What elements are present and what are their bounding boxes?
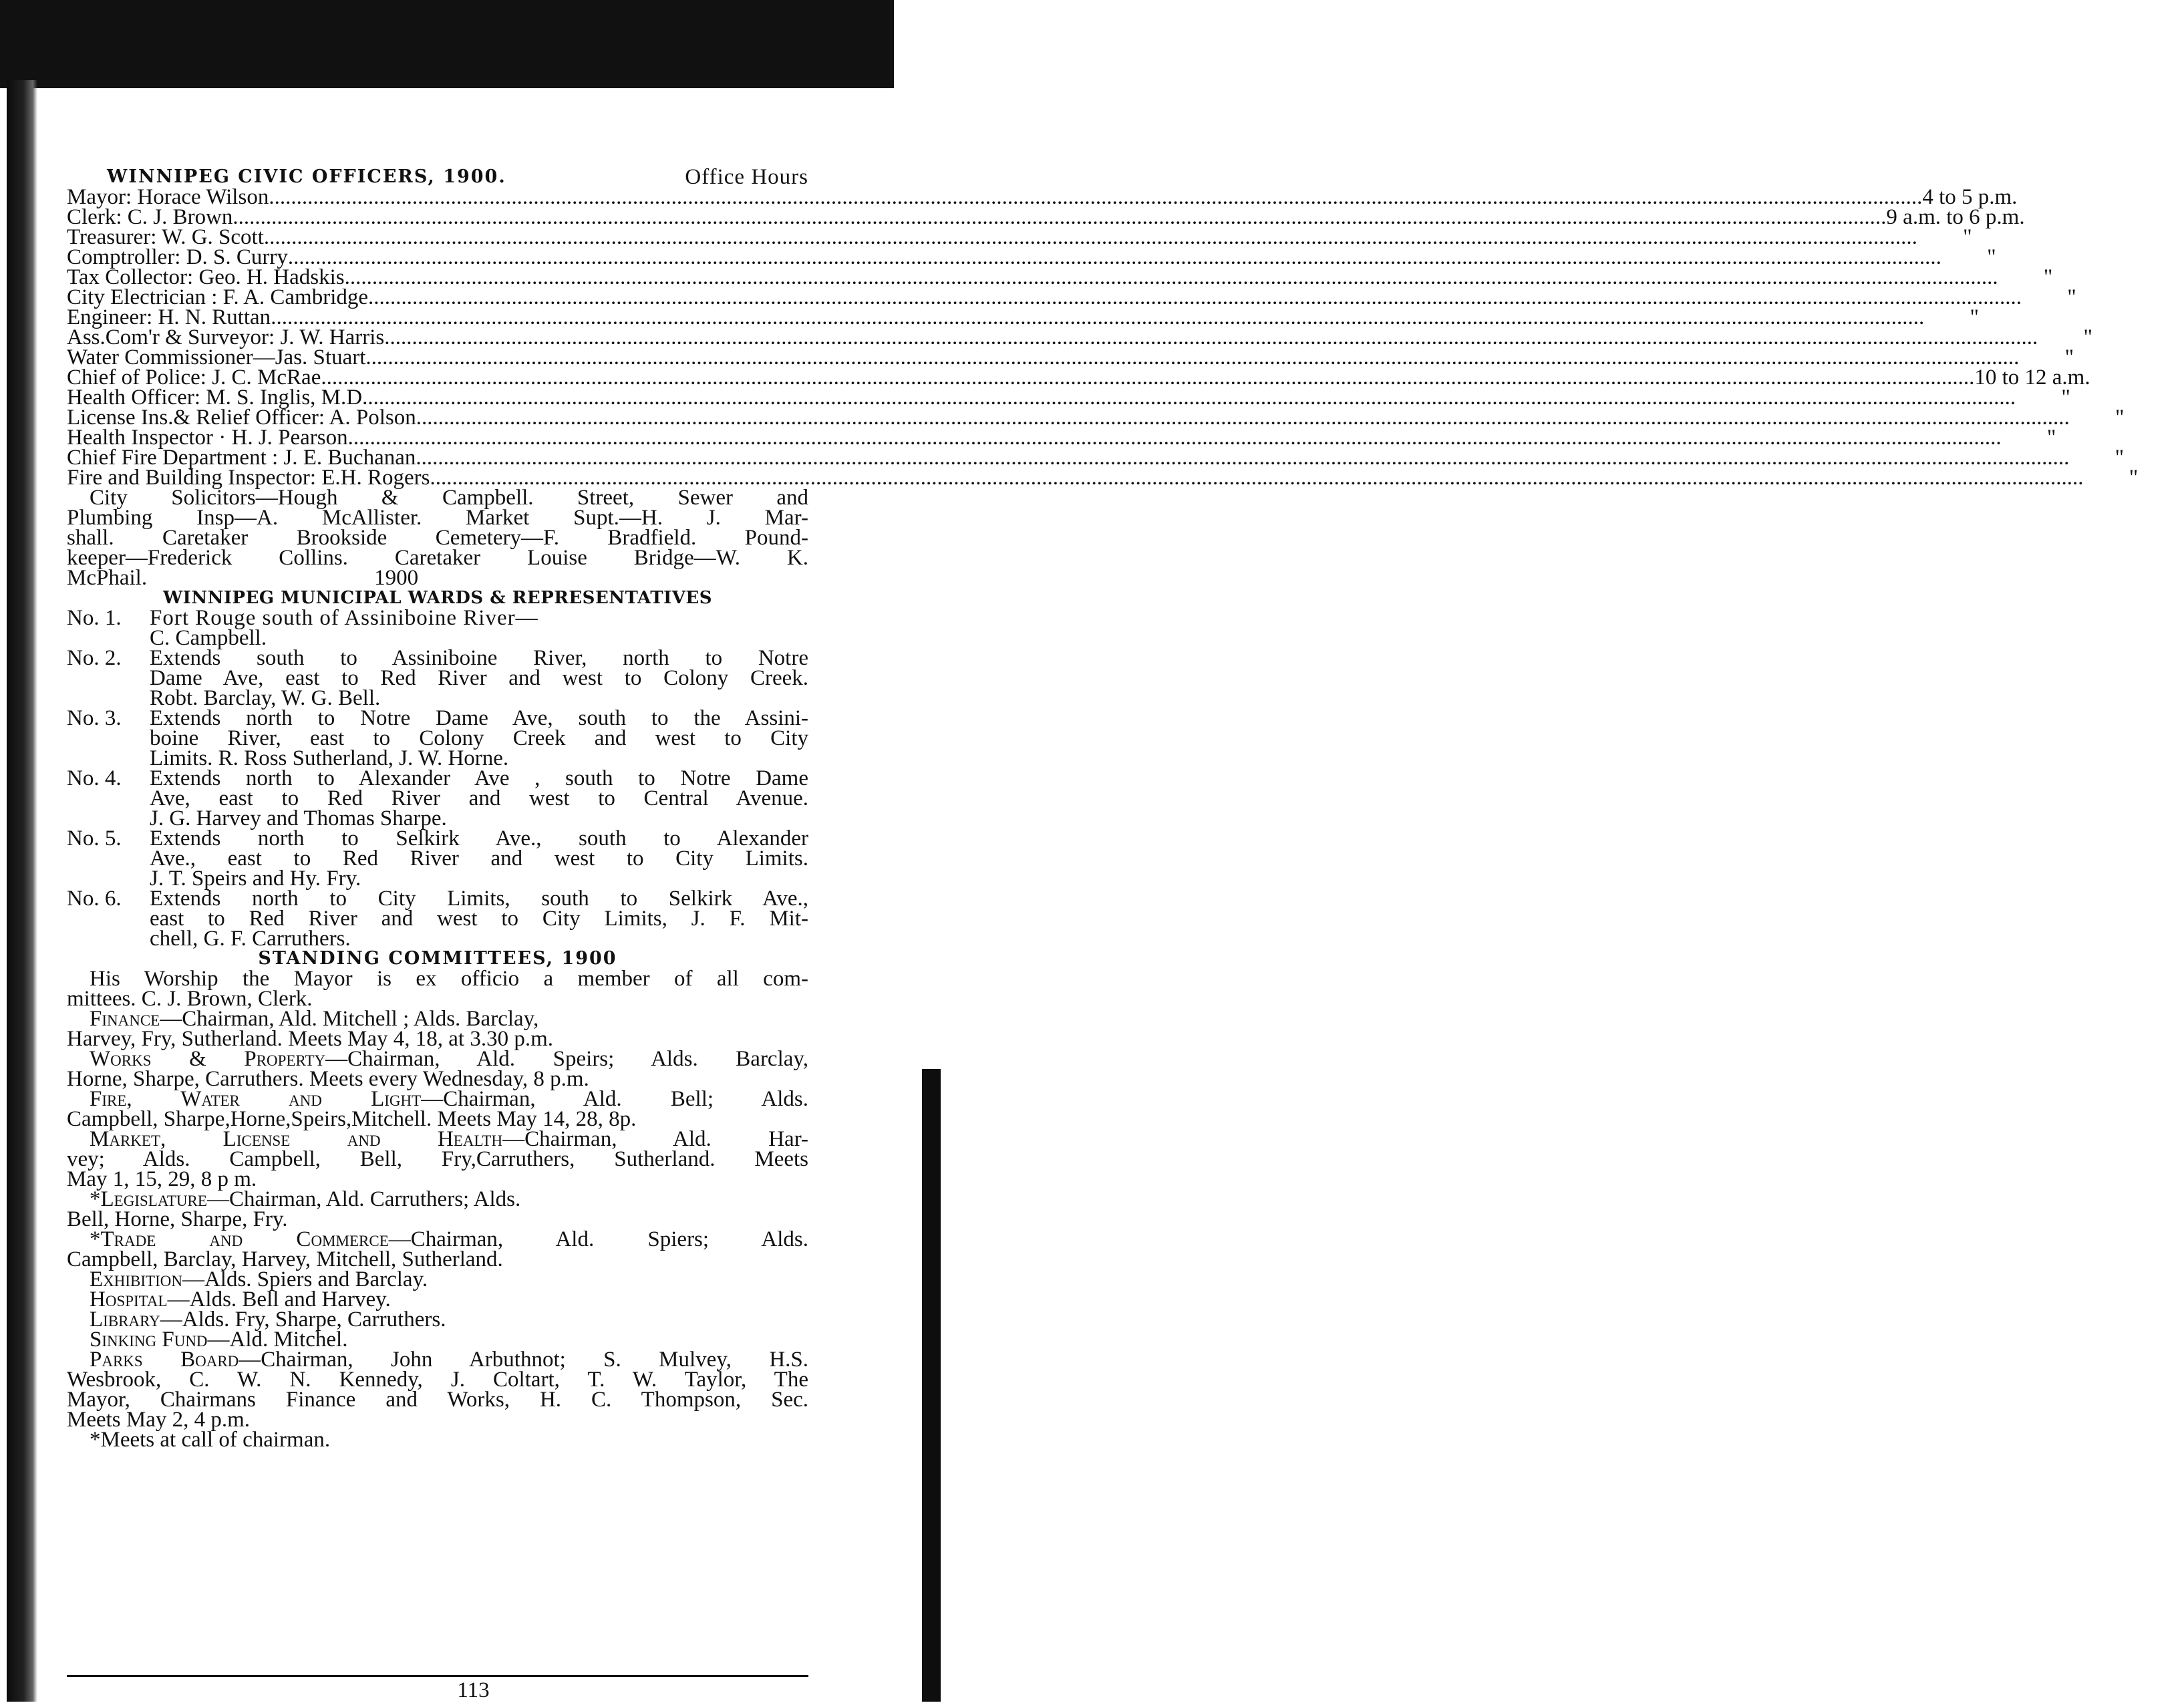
leader-dots: ............................................................................................................................................................................................................................................................................................................ bbox=[416, 446, 2070, 470]
committee-text: —Chairman, Ald. Har- bbox=[502, 1127, 809, 1151]
officers-title: WINNIPEG CIVIC OFFICERS, 1900. bbox=[107, 166, 506, 187]
ward-line: Robt. Barclay, W. G. Bell. bbox=[150, 686, 381, 710]
officer-row bbox=[67, 305, 1979, 329]
committees-list bbox=[67, 969, 808, 1450]
leader-dots: ............................................................................................................................................................................................................................................................................................................ bbox=[271, 305, 1925, 329]
office-hours-header: Office Hours bbox=[685, 165, 808, 189]
committee-line bbox=[67, 1350, 808, 1370]
ward-line: J. T. Speirs and Hy. Fry. bbox=[150, 867, 361, 891]
committee-line bbox=[67, 1189, 808, 1209]
ward-line: Ave, east to Red River and west to Central Avenue. bbox=[150, 786, 808, 810]
committee-text: —Alds. Spiers and Barclay. bbox=[182, 1267, 428, 1291]
asterisk: * bbox=[90, 1187, 101, 1211]
ward-line: J. G. Harvey and Thomas Sharpe. bbox=[150, 806, 447, 830]
committee-line bbox=[67, 1249, 808, 1269]
committee-text: Wesbrook, C. W. N. Kennedy, J. Coltart, T. W. Taylor, The bbox=[67, 1368, 808, 1392]
ward-item bbox=[67, 648, 808, 708]
committee-line bbox=[67, 1089, 808, 1109]
committee-name: Fire, Water and Light bbox=[90, 1087, 422, 1111]
office-hours: " bbox=[2115, 446, 2125, 470]
officer-row bbox=[67, 265, 2053, 289]
officer-row bbox=[67, 466, 2139, 490]
committee-text: Horne, Sharpe, Carruthers. Meets every Wednesday, 8 p.m. bbox=[67, 1067, 589, 1091]
committee-line bbox=[67, 1109, 808, 1129]
solicitors-paragraph bbox=[67, 488, 808, 588]
officer-label: Tax Collector: Geo. H. Hadskis bbox=[67, 265, 345, 289]
committees-title: STANDING COMMITTEES, 1900 bbox=[258, 948, 617, 969]
ward-number: No. 1. bbox=[67, 606, 122, 630]
committee-line bbox=[67, 989, 808, 1009]
committee-line bbox=[67, 1149, 808, 1169]
officer-label: Treasurer: W. G. Scott bbox=[67, 225, 264, 249]
ward-line: Extends north to Alexander Ave , south to Notre Dame bbox=[150, 766, 808, 790]
office-hours: " bbox=[1970, 305, 1979, 329]
year-tag: 1900 bbox=[374, 566, 419, 590]
solicitors-line-text: McPhail. bbox=[67, 566, 148, 590]
committee-text: Campbell, Barclay, Harvey, Mitchell, Sutherland. bbox=[67, 1247, 503, 1271]
committee-text: —Alds. Bell and Harvey. bbox=[167, 1287, 391, 1311]
leader-dots: ............................................................................................................................................................................................................................................................................................................ bbox=[362, 385, 2016, 410]
committee-line bbox=[67, 969, 808, 989]
committee-text: —Ald. Mitchel. bbox=[207, 1328, 348, 1352]
office-hours: " bbox=[2083, 325, 2093, 349]
committee-line bbox=[67, 1430, 808, 1450]
officer-label: Health Inspector · H. J. Pearson bbox=[67, 426, 348, 450]
ward-description bbox=[150, 889, 808, 949]
ward-item bbox=[67, 828, 808, 889]
committee-line bbox=[67, 1390, 808, 1410]
committee-text: His Worship the Mayor is ex officio a member of all com- bbox=[90, 967, 808, 991]
scan-right-edge bbox=[922, 1069, 941, 1702]
ward-line: Fort Rouge south of Assiniboine River— bbox=[150, 606, 538, 630]
ward-number: No. 3. bbox=[67, 706, 122, 730]
office-hours: 4 to 5 p.m. bbox=[1922, 185, 2018, 209]
committee-text: —Chairman, Ald. Mitchell ; Alds. Barclay, bbox=[160, 1007, 539, 1031]
ward-number: No. 2. bbox=[67, 646, 122, 670]
committee-line bbox=[67, 1209, 808, 1229]
solicitors-line: shall. Caretaker Brookside Cemetery—F. Bradfield. Pound- bbox=[67, 526, 808, 550]
leader-dots: ............................................................................................................................................................................................................................................................................................................ bbox=[287, 245, 1941, 269]
officer-label: Mayor: Horace Wilson bbox=[67, 185, 269, 209]
asterisk: * bbox=[90, 1227, 101, 1251]
ward-description bbox=[150, 768, 808, 828]
ward-line: Dame Ave, east to Red River and west to Colony Creek. bbox=[150, 666, 808, 690]
scan-top-border bbox=[0, 0, 894, 88]
ward-item bbox=[67, 608, 808, 648]
committee-text: Harvey, Fry, Sutherland. Meets May 4, 18, at 3.30 p.m. bbox=[67, 1027, 554, 1051]
officer-label: Clerk: C. J. Brown bbox=[67, 205, 233, 229]
solicitors-line: keeper—Frederick Collins. Caretaker Louise Bridge—W. K. bbox=[67, 546, 808, 570]
office-hours: " bbox=[1963, 225, 1972, 249]
committee-line bbox=[67, 1269, 808, 1289]
committee-text: May 1, 15, 29, 8 p m. bbox=[67, 1167, 257, 1191]
ward-line: boine River, east to Colony Creek and west to City bbox=[150, 726, 808, 750]
leader-dots: ............................................................................................................................................................................................................................................................................................................ bbox=[263, 225, 1917, 249]
committee-text: Mayor, Chairmans Finance and Works, H. C. Thompson, Sec. bbox=[67, 1388, 808, 1412]
ward-number: No. 5. bbox=[67, 826, 122, 850]
committee-line bbox=[67, 1009, 808, 1029]
document-page bbox=[67, 165, 2139, 1452]
officer-row bbox=[67, 446, 2125, 470]
committee-text: —Chairman, Ald. Speirs; Alds. Barclay, bbox=[325, 1047, 809, 1071]
officer-row bbox=[67, 345, 2074, 369]
officer-label: License Ins.& Relief Officer: A. Polson bbox=[67, 406, 416, 430]
ward-line: east to Red River and west to City Limits, J. F. Mit- bbox=[150, 907, 808, 931]
officer-row bbox=[67, 406, 2125, 430]
wards-list bbox=[67, 608, 808, 949]
leader-dots: ............................................................................................................................................................................................................................................................................................................ bbox=[321, 365, 1975, 390]
officer-row bbox=[67, 245, 1996, 269]
office-hours: " bbox=[1987, 245, 1996, 269]
committee-line bbox=[67, 1069, 808, 1089]
officer-row bbox=[67, 426, 2056, 450]
committee-line bbox=[67, 1370, 808, 1390]
committee-name: Library bbox=[90, 1307, 160, 1332]
committee-text: vey; Alds. Campbell, Bell, Fry,Carruthers, Sutherland. Meets bbox=[67, 1147, 808, 1171]
officer-row bbox=[67, 285, 2076, 309]
committee-line bbox=[67, 1410, 808, 1430]
committee-text: —Alds. Fry, Sharpe, Carruthers. bbox=[160, 1307, 446, 1332]
leader-dots: ............................................................................................................................................................................................................................................................................................................ bbox=[232, 205, 1887, 229]
committee-name: Parks Board bbox=[90, 1348, 239, 1372]
committee-name: Legislature bbox=[100, 1187, 207, 1211]
ward-number: No. 6. bbox=[67, 887, 122, 911]
office-hours: " bbox=[2115, 406, 2125, 430]
office-hours: " bbox=[2043, 265, 2053, 289]
officer-row bbox=[67, 205, 2025, 229]
officer-row bbox=[67, 325, 2093, 349]
committee-name: Works & Property bbox=[90, 1047, 326, 1071]
committee-text: —Chairman, Ald. Spiers; Alds. bbox=[388, 1227, 809, 1251]
committee-text: Bell, Horne, Sharpe, Fry. bbox=[67, 1207, 288, 1231]
leader-dots: ............................................................................................................................................................................................................................................................................................................ bbox=[384, 325, 2038, 349]
officer-label: Health Officer: M. S. Inglis, M.D bbox=[67, 385, 363, 410]
ward-line: Ave., east to Red River and west to City Limits. bbox=[150, 846, 808, 871]
ward-item bbox=[67, 768, 808, 828]
ward-line: Extends north to City Limits, south to Selkirk Ave., bbox=[150, 887, 808, 911]
officer-row bbox=[67, 185, 2018, 209]
footer-rule bbox=[67, 1675, 808, 1677]
office-hours: " bbox=[2064, 345, 2074, 369]
committee-line bbox=[67, 1169, 808, 1189]
leader-dots: ............................................................................................................................................................................................................................................................................................................ bbox=[365, 345, 2020, 369]
office-hours: 9 a.m. to 6 p.m. bbox=[1886, 205, 2025, 229]
wards-title: WINNIPEG MUNICIPAL WARDS & REPRESENTATIVES bbox=[162, 588, 712, 608]
office-hours: 10 to 12 a.m. bbox=[1974, 365, 2090, 390]
page-number: 113 bbox=[457, 1678, 490, 1702]
ward-item bbox=[67, 889, 808, 949]
ward-line: Extends south to Assiniboine River, north to Notre bbox=[150, 646, 808, 670]
ward-line: Limits. R. Ross Sutherland, J. W. Horne. bbox=[150, 746, 509, 770]
ward-description bbox=[150, 708, 808, 768]
committee-name: Finance bbox=[90, 1007, 160, 1031]
officer-label: Chief of Police: J. C. McRae bbox=[67, 365, 321, 390]
committee-line bbox=[67, 1309, 808, 1330]
officer-label: City Electrician : F. A. Cambridge bbox=[67, 285, 369, 309]
ward-item bbox=[67, 708, 808, 768]
committee-name: Market, License and Health bbox=[90, 1127, 503, 1151]
committee-line bbox=[67, 1229, 808, 1249]
officer-label: Ass.Com'r & Surveyor: J. W. Harris bbox=[67, 325, 385, 349]
leader-dots: ............................................................................................................................................................................................................................................................................................................ bbox=[416, 406, 2070, 430]
committee-line bbox=[67, 1129, 808, 1149]
committee-text: Meets May 2, 4 p.m. bbox=[67, 1408, 251, 1432]
ward-line: Extends north to Selkirk Ave., south to Alexander bbox=[150, 826, 808, 850]
office-hours: " bbox=[2061, 385, 2070, 410]
leader-dots: ............................................................................................................................................................................................................................................................................................................ bbox=[368, 285, 2022, 309]
ward-description bbox=[150, 608, 808, 648]
ward-description bbox=[150, 648, 808, 708]
committee-text: —Chairman, John Arbuthnot; S. Mulvey, H.S. bbox=[239, 1348, 809, 1372]
officer-row bbox=[67, 225, 1972, 249]
office-hours: " bbox=[2129, 466, 2139, 490]
solicitors-line bbox=[67, 568, 808, 588]
officer-label: Engineer: H. N. Ruttan bbox=[67, 305, 271, 329]
committee-text: mittees. C. J. Brown, Clerk. bbox=[67, 987, 313, 1011]
officers-header bbox=[67, 167, 808, 187]
committee-name: Hospital bbox=[90, 1287, 168, 1311]
committee-line bbox=[67, 1049, 808, 1069]
leader-dots: ............................................................................................................................................................................................................................................................................................................ bbox=[430, 466, 2084, 490]
ward-description bbox=[150, 828, 808, 889]
ward-line: Extends north to Notre Dame Ave, south to the Assini- bbox=[150, 706, 808, 730]
officer-label: Fire and Building Inspector: E.H. Rogers bbox=[67, 466, 430, 490]
committee-line bbox=[67, 1330, 808, 1350]
committee-name: Exhibition bbox=[90, 1267, 182, 1291]
leader-dots: ............................................................................................................................................................................................................................................................................................................ bbox=[344, 265, 1998, 289]
committee-text: —Chairman, Ald. Bell; Alds. bbox=[421, 1087, 808, 1111]
ward-number: No. 4. bbox=[67, 766, 122, 790]
committee-name: Trade and Commerce bbox=[100, 1227, 389, 1251]
leader-dots: ............................................................................................................................................................................................................................................................................................................ bbox=[347, 426, 2002, 450]
ward-line: chell, G. F. Carruthers. bbox=[150, 927, 351, 951]
officer-row bbox=[67, 385, 2070, 410]
committee-text: —Chairman, Ald. Carruthers; Alds. bbox=[206, 1187, 521, 1211]
scan-book-spine bbox=[7, 80, 37, 1702]
committee-text: *Meets at call of chairman. bbox=[90, 1428, 331, 1452]
committee-name: Sinking Fund bbox=[90, 1328, 208, 1352]
officer-label: Chief Fire Department : J. E. Buchanan bbox=[67, 446, 416, 470]
office-hours: " bbox=[2046, 426, 2056, 450]
committee-line bbox=[67, 1289, 808, 1309]
officer-label: Comptroller: D. S. Curry bbox=[67, 245, 288, 269]
solicitors-line: City Solicitors—Hough & Campbell. Street, Sewer and bbox=[90, 486, 808, 510]
solicitors-line: Plumbing Insp—A. McAllister. Market Supt.—H. J. Mar- bbox=[67, 506, 808, 530]
ward-line: C. Campbell. bbox=[150, 626, 267, 650]
office-hours: " bbox=[2067, 285, 2076, 309]
leader-dots: ............................................................................................................................................................................................................................................................................................................ bbox=[269, 185, 1923, 209]
officers-list bbox=[67, 185, 2139, 490]
committee-text: Campbell, Sharpe,Horne,Speirs,Mitchell. Meets May 14, 28, 8p. bbox=[67, 1107, 637, 1131]
committee-line bbox=[67, 1029, 808, 1049]
officer-label: Water Commissioner—Jas. Stuart bbox=[67, 345, 366, 369]
officer-row bbox=[67, 365, 2090, 390]
